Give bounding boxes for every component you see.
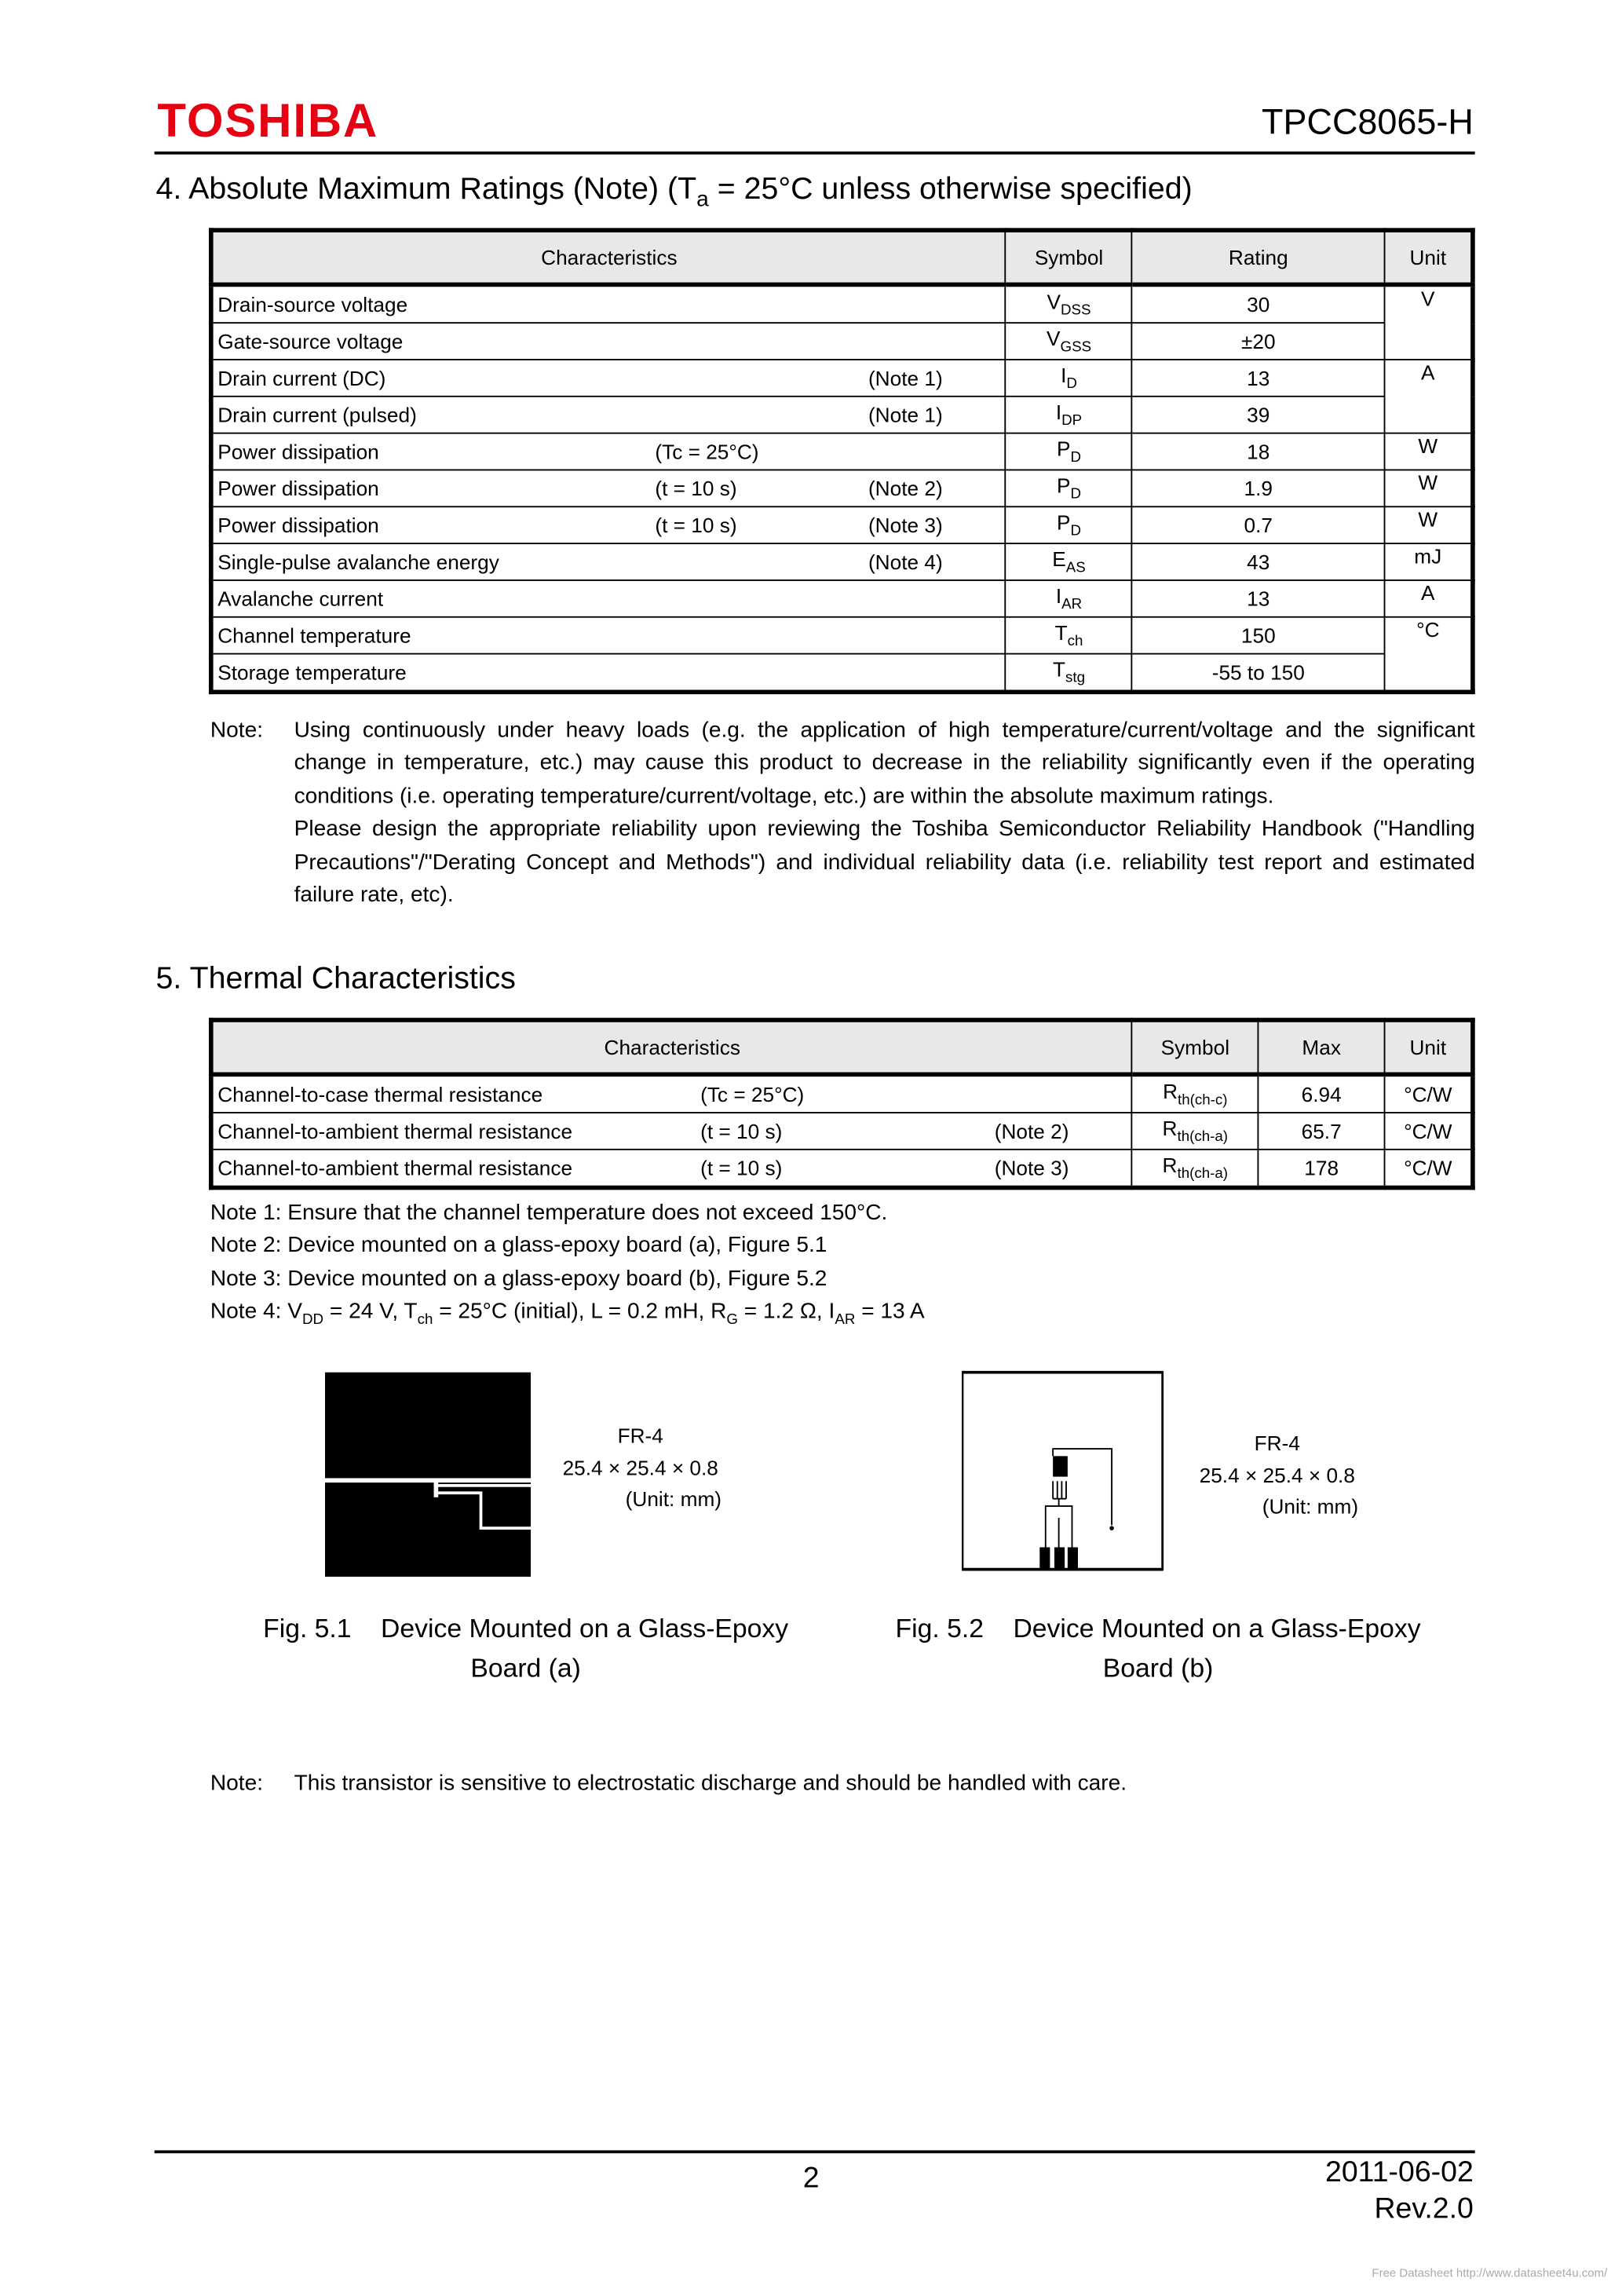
- caption-line: Board (a): [470, 1653, 581, 1683]
- symbol-sub: D: [1070, 523, 1082, 540]
- symbol-sub: D: [1070, 449, 1082, 466]
- symbol: I: [1055, 400, 1062, 424]
- unit-cell: W: [1385, 470, 1473, 506]
- note-text: Note 4: V: [210, 1299, 303, 1325]
- characteristic-name: Channel temperature: [217, 623, 411, 648]
- table-row: [211, 433, 1473, 470]
- condition: [655, 366, 868, 389]
- characteristic-name: Drain current (DC): [217, 366, 386, 390]
- unit-cell: mJ: [1385, 543, 1473, 580]
- note-text: = 1.2 Ω, I: [738, 1299, 835, 1325]
- note-4: [210, 1296, 925, 1338]
- symbol-sub: AS: [1065, 560, 1086, 577]
- note-ref: [868, 440, 1001, 463]
- symbol-cell: [1006, 470, 1132, 506]
- thermal-table: [209, 1018, 1475, 1190]
- board-dims: 25.4 × 25.4 × 0.8: [562, 1455, 718, 1479]
- table-row: [211, 323, 1473, 360]
- characteristic-name: Channel-to-case thermal resistance: [217, 1082, 543, 1106]
- symbol: P: [1056, 473, 1071, 498]
- note-ref: [868, 330, 1001, 353]
- symbol-cell: [1006, 397, 1132, 433]
- rating-cell: 13: [1132, 580, 1385, 617]
- note-1: Note 1: Ensure that the channel temperature does not exceed 150°C.: [210, 1200, 888, 1226]
- unit-cell: A: [1385, 580, 1473, 617]
- symbol-sub: stg: [1065, 670, 1086, 687]
- max-cell: 178: [1259, 1150, 1385, 1188]
- board-unit: (Unit: mm): [1262, 1494, 1359, 1519]
- note-sub: AR: [835, 1312, 856, 1329]
- rating-cell: 39: [1132, 397, 1385, 433]
- note-label: Note:: [210, 1771, 264, 1797]
- board-a-diagram: [325, 1373, 531, 1577]
- note-paragraph: Please design the appropriate reliability upon reviewing the Toshiba Semiconductor Reliability Handbook ("Handling Precautions"/"Derating Concept and Methods") and individual reliability data (i.e. reliability test report and estimated failure rate, etc).: [294, 816, 1475, 908]
- characteristic-name: Power dissipation: [217, 440, 379, 464]
- symbol: R: [1162, 1116, 1178, 1140]
- characteristic-name: Storage temperature: [217, 660, 407, 684]
- fig-a-specs: [541, 1420, 740, 1515]
- note-2: Note 2: Device mounted on a glass-epoxy board (a), Figure 5.1: [210, 1233, 827, 1259]
- symbol-cell: [1132, 1113, 1259, 1150]
- note-ref: (Note 3): [994, 1156, 1069, 1180]
- col-header: Unit: [1385, 230, 1473, 284]
- symbol-cell: [1006, 433, 1132, 470]
- table-row: [211, 1074, 1473, 1113]
- section5-title: 5. Thermal Characteristics: [155, 962, 516, 996]
- page-number: 2: [802, 2162, 820, 2195]
- table-row: [211, 580, 1473, 617]
- characteristic-name: Channel-to-ambient thermal resistance: [217, 1156, 573, 1180]
- fig-5-2-caption: [868, 1609, 1448, 1688]
- rating-cell: 30: [1132, 284, 1385, 323]
- note-text: = 13 A: [855, 1299, 925, 1325]
- rating-cell: 18: [1132, 433, 1385, 470]
- board-material: FR-4: [1254, 1431, 1300, 1455]
- table-row: [211, 1113, 1473, 1150]
- note-ref: (Note 1): [868, 403, 943, 427]
- unit-cell: °C/W: [1385, 1113, 1473, 1150]
- symbol-cell: [1132, 1150, 1259, 1188]
- toshiba-logo: TOSHIBA: [157, 93, 379, 148]
- symbol-sub: AR: [1061, 597, 1083, 613]
- col-header: Characteristics: [211, 1020, 1132, 1074]
- condition: [655, 660, 868, 684]
- unit-cell: W: [1385, 506, 1473, 543]
- condition: [655, 293, 868, 316]
- header-divider: [155, 152, 1475, 155]
- condition: [655, 330, 868, 353]
- fig-b-specs: [1178, 1428, 1376, 1523]
- caption-line: Fig. 5.2 Device Mounted on a Glass-Epoxy: [895, 1613, 1421, 1643]
- characteristic-name: Avalanche current: [217, 587, 384, 611]
- note-paragraph: Using continuously under heavy loads (e.g. the application of high temperature/current/voltage and the significant change in temperature, etc.) may cause this product to decrease in the reliability significantly even if the operating conditions (i.e. operating temperature/current/voltage, etc.) are within the absolute maximum ratings.: [294, 718, 1475, 809]
- unit-cell: °C: [1385, 617, 1473, 693]
- condition: [655, 403, 868, 426]
- caption-line: Board (b): [1102, 1653, 1214, 1683]
- unit-cell: °C/W: [1385, 1150, 1473, 1188]
- footer-rev: Rev.2.0: [1374, 2192, 1474, 2226]
- symbol: V: [1047, 327, 1061, 350]
- symbol-sub: DSS: [1061, 302, 1091, 320]
- symbol-cell: [1006, 323, 1132, 360]
- col-header: Unit: [1385, 1020, 1473, 1074]
- symbol: E: [1052, 547, 1066, 571]
- note-ref: [868, 293, 1001, 316]
- condition: (t = 10 s): [655, 513, 737, 537]
- col-header: Characteristics: [211, 230, 1006, 284]
- footer-divider: [155, 2150, 1475, 2153]
- note-sub: DD: [302, 1312, 324, 1329]
- symbol: V: [1047, 290, 1061, 314]
- condition: [655, 587, 868, 610]
- condition: [655, 550, 868, 574]
- table-row: [211, 617, 1473, 654]
- table-row: [211, 506, 1473, 543]
- unit-cell: V: [1385, 284, 1473, 360]
- note-3: Note 3: Device mounted on a glass-epoxy board (b), Figure 5.2: [210, 1266, 827, 1292]
- col-header: Rating: [1132, 230, 1385, 284]
- notes-list: [210, 1197, 925, 1338]
- characteristic-name: Drain current (pulsed): [217, 403, 417, 427]
- title-text: 4. Absolute Maximum Ratings (Note) (T: [155, 172, 697, 207]
- part-number: TPCC8065-H: [1262, 103, 1474, 143]
- note-label: Note:: [210, 718, 264, 743]
- table-row: [211, 397, 1473, 433]
- symbol-sub: th(ch-a): [1177, 1166, 1229, 1183]
- note-ref: [868, 587, 1001, 610]
- table-row: [211, 543, 1473, 580]
- footer-date: 2011-06-02: [1324, 2155, 1474, 2189]
- characteristic-name: Power dissipation: [217, 476, 379, 500]
- max-cell: 6.94: [1259, 1074, 1385, 1113]
- note-ref: [868, 660, 1001, 684]
- note-ref: [868, 623, 1001, 647]
- symbol: T: [1053, 657, 1066, 682]
- condition: (Tc = 25°C): [700, 1082, 805, 1106]
- symbol-sub: th(ch-a): [1177, 1129, 1229, 1146]
- symbol: I: [1055, 583, 1062, 608]
- note-ref: (Note 3): [868, 513, 943, 537]
- note-sub: G: [726, 1312, 739, 1329]
- condition: [655, 623, 868, 647]
- symbol-cell: [1006, 543, 1132, 580]
- title-text: = 25°C unless otherwise specified): [708, 172, 1193, 207]
- board-b-diagram: [962, 1371, 1164, 1573]
- rating-cell: 43: [1132, 543, 1385, 580]
- characteristic-name: Power dissipation: [217, 513, 379, 537]
- symbol-sub: DP: [1061, 413, 1083, 430]
- table-row: [211, 470, 1473, 506]
- condition: (t = 10 s): [655, 476, 737, 500]
- symbol: R: [1163, 1080, 1178, 1104]
- unit-cell: A: [1385, 360, 1473, 433]
- table-row: [211, 360, 1473, 397]
- note-ref: (Note 4): [868, 550, 943, 574]
- caption-line: Fig. 5.1 Device Mounted on a Glass-Epoxy: [263, 1613, 789, 1643]
- symbol: P: [1056, 437, 1071, 461]
- condition: (t = 10 s): [700, 1156, 783, 1180]
- col-header: Max: [1259, 1020, 1385, 1074]
- note-ref: (Note 2): [994, 1119, 1069, 1143]
- symbol-cell: [1006, 617, 1132, 654]
- symbol-cell: [1006, 360, 1132, 397]
- symbol-cell: [1006, 506, 1132, 543]
- ratings-note: [210, 715, 1475, 912]
- note-text: This transistor is sensitive to electrostatic discharge and should be handled with care.: [294, 1771, 1127, 1797]
- rating-cell: 1.9: [1132, 470, 1385, 506]
- table-row: [211, 654, 1473, 693]
- esd-note: [210, 1768, 1127, 1801]
- symbol-sub: GSS: [1060, 339, 1092, 356]
- title-sub: a: [696, 187, 709, 213]
- rating-cell: 0.7: [1132, 506, 1385, 543]
- fig-5-1-caption: [236, 1609, 816, 1688]
- symbol-sub: D: [1066, 376, 1077, 393]
- board-material: FR-4: [617, 1424, 663, 1448]
- note-text: = 24 V, T: [323, 1299, 418, 1325]
- unit-cell: °C/W: [1385, 1074, 1473, 1113]
- section4-title: [156, 172, 1193, 212]
- symbol-sub: D: [1070, 486, 1082, 503]
- max-cell: 65.7: [1259, 1113, 1385, 1150]
- table-row: [211, 1150, 1473, 1188]
- symbol-cell: [1006, 580, 1132, 617]
- symbol: P: [1056, 510, 1071, 535]
- absolute-max-ratings-table: [209, 228, 1475, 694]
- watermark: Free Datasheet http://www.datasheet4u.com/: [1372, 2266, 1608, 2280]
- table-row: [211, 284, 1473, 323]
- symbol: I: [1061, 363, 1067, 387]
- rating-cell: ±20: [1132, 323, 1385, 360]
- note-ref: (Note 1): [868, 366, 943, 390]
- symbol-cell: [1006, 284, 1132, 323]
- condition: (t = 10 s): [700, 1119, 783, 1143]
- symbol: R: [1162, 1153, 1178, 1177]
- unit-cell: W: [1385, 433, 1473, 470]
- symbol: T: [1054, 620, 1068, 645]
- footer-revision: [1325, 2155, 1474, 2228]
- symbol-sub: th(ch-c): [1178, 1092, 1228, 1110]
- symbol-sub: ch: [1067, 634, 1083, 650]
- symbol-cell: [1132, 1074, 1259, 1113]
- board-unit: (Unit: mm): [625, 1486, 722, 1511]
- note-sub: ch: [417, 1312, 433, 1329]
- rating-cell: 150: [1132, 617, 1385, 654]
- note-ref: [995, 1083, 1127, 1106]
- condition: (Tc = 25°C): [655, 440, 759, 464]
- col-header: Symbol: [1006, 230, 1132, 284]
- characteristic-name: Gate-source voltage: [217, 329, 404, 353]
- characteristic-name: Channel-to-ambient thermal resistance: [217, 1119, 573, 1143]
- rating-cell: 13: [1132, 360, 1385, 397]
- rating-cell: -55 to 150: [1132, 654, 1385, 693]
- characteristic-name: Single-pulse avalanche energy: [217, 550, 499, 574]
- note-ref: (Note 2): [868, 476, 943, 500]
- symbol-cell: [1006, 654, 1132, 693]
- characteristic-name: Drain-source voltage: [217, 292, 408, 316]
- note-text: = 25°C (initial), L = 0.2 mH, R: [433, 1299, 727, 1325]
- board-dims: 25.4 × 25.4 × 0.8: [1199, 1462, 1355, 1486]
- col-header: Symbol: [1132, 1020, 1259, 1074]
